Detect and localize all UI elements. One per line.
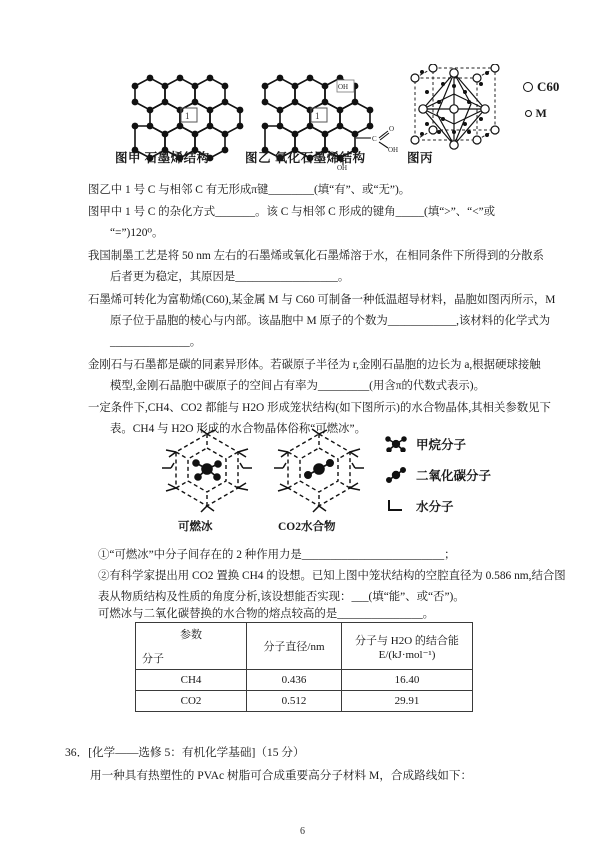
go-label-o: O	[389, 125, 395, 133]
subitem-1: ①“可燃冰”中分子间存在的 2 种作用力是_________________________；	[98, 549, 456, 561]
question-5-line-2: 模型,金刚石晶胞中碳原子的空间占有率为_________(用含π的代数式表示)。	[110, 380, 485, 392]
question-4-line-3: ______________。	[110, 336, 202, 348]
cell-molecule-co2: CO2	[136, 691, 247, 712]
question-2-line-2: “=”)120⁰。	[110, 227, 164, 239]
question-3-line-1: 我国制墨工艺是将 50 nm 左右的石墨烯或氧化石墨烯溶于水，在相同条件下所得到的分散系	[88, 250, 544, 262]
methane-hydrate-cage-figure	[160, 428, 255, 513]
open-circle-icon	[523, 82, 533, 92]
go-label-oh-bottom: OH	[337, 164, 348, 170]
table-header-row	[136, 623, 473, 670]
cell-diameter-co2: 0.512	[247, 691, 342, 712]
legend-label-m: M	[535, 105, 547, 120]
cell-molecule-ch4: CH4	[136, 670, 247, 691]
parameters-table	[135, 622, 473, 712]
svg-text:1: 1	[185, 111, 190, 121]
clathrate-figure-group	[150, 428, 490, 536]
go-label-oh-top: OH	[338, 83, 349, 91]
question-1-line-1: 图乙中 1 号 C 与相邻 C 有无形成π键________(填“有”、或“无”)。	[88, 184, 411, 196]
question-4-line-1: 石墨烯可转化为富勒烯(C60),某金属 M 与 C60 可制备一种低温超导材料，晶胞如图丙所示，M	[88, 294, 556, 306]
legend-label-co2: 二氧化碳分子	[416, 469, 492, 483]
water-molecule-icon	[385, 498, 407, 514]
caption-methane-hydrate: 可燃冰	[178, 521, 213, 533]
caption-co2-hydrate: CO2水合物	[278, 521, 336, 533]
question-5-line-1: 金刚石与石墨都是碳的同素异形体。若碳原子半径为 r,金刚石晶胞的边长为 a,根据硬球接触	[88, 359, 541, 371]
cell-energy-co2: 29.91	[342, 691, 473, 712]
legend-label-water: 水分子	[416, 500, 454, 514]
small-dot-icon	[525, 110, 532, 117]
question-6-line-2: 表。CH4 与 H2O 形成的水合物晶体俗称“可燃冰”。	[110, 423, 366, 435]
subitem-2-line-1: ②有科学家提出用 CO2 置换 CH4 的设想。已知上图中笼状结构的空腔直径为 0.586 nm,结合图	[98, 570, 566, 582]
question-3-line-2: 后者更为稳定，其原因是__________________。	[110, 271, 350, 283]
svg-text:C: C	[372, 135, 377, 143]
co2-hydrate-cage-figure	[272, 428, 367, 513]
section-36-heading: 36．[化学——选修 5：有机化学基础]（15 分）	[65, 746, 305, 759]
go-label-oh-right: OH	[388, 146, 399, 154]
svg-text:1: 1	[315, 111, 320, 121]
header-param-molecule-cell	[136, 623, 247, 670]
page-number: 6	[300, 826, 305, 837]
carbon-dioxide-molecule-icon	[385, 467, 407, 483]
cell-energy-ch4: 16.40	[342, 670, 473, 691]
header-energy: 分子与 H2O 的结合能 E/(kJ·mol⁻¹)	[342, 623, 473, 670]
header-molecule: 分子	[142, 653, 164, 665]
question-2-line-1: 图甲中 1 号 C 的杂化方式_______。该 C 与相邻 C 形成的键角_____(填“>”、“<”或	[88, 206, 496, 218]
caption-unit-cell: 图丙	[407, 151, 434, 165]
subitem-3: 可燃冰与二氧化碳替换的水合物的熔点较高的是_______________。	[98, 608, 435, 620]
methane-molecule-icon	[385, 436, 407, 452]
cell-diameter-ch4: 0.436	[247, 670, 342, 691]
question-6-line-1: 一定条件下,CH4、CO2 都能与 H2O 形成笼状结构(如下图所示)的水合物晶体,其相关参数见下	[88, 402, 551, 414]
caption-graphene-oxide: 图乙 氧化石墨烯结构	[245, 151, 366, 165]
table-row	[136, 691, 473, 712]
section-36-body: 用一种具有热塑性的 PVAc 树脂可合成重要高分子材料 M，合成路线如下：	[90, 769, 473, 782]
table-row	[136, 670, 473, 691]
legend-label-c60: C60	[537, 79, 560, 94]
question-4-line-2: 原子位于晶胞的棱心与内部。该晶胞中 M 原子的个数为____________,该材料的化学式为	[110, 315, 551, 327]
header-diameter: 分子直径/nm	[247, 623, 342, 670]
top-figure-captions	[105, 148, 505, 170]
caption-graphene: 图甲 石墨烯结构	[115, 151, 210, 165]
question-1	[88, 180, 410, 200]
clathrate-legend	[385, 432, 491, 518]
header-param: 参数	[180, 629, 202, 641]
legend-label-methane: 甲烷分子	[416, 438, 467, 452]
subitem-2-line-2: 表从物质结构及性质的角度分析,该设想能否实现：___(填“能”、或“否”)。	[98, 591, 465, 603]
c60-legend	[523, 78, 559, 122]
